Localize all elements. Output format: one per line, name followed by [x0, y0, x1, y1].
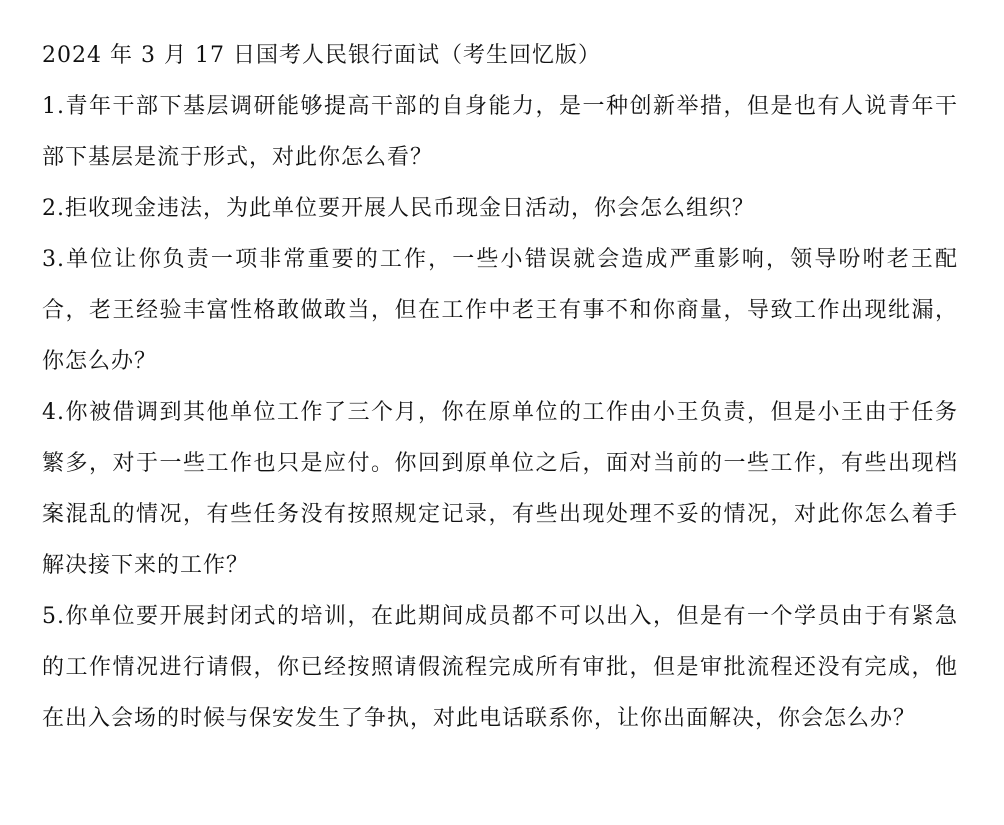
question-5: 5.你单位要开展封闭式的培训，在此期间成员都不可以出入，但是有一个学员由于有紧急的工作情况进行请假，你已经按照请假流程完成所有审批，但是审批流程还没有完成，他在出入会场的时候与保安发生了争执，对此电话联系你，让你出面解决，你会怎么办？ — [42, 604, 958, 731]
question-4: 4.你被借调到其他单位工作了三个月，你在原单位的工作由小王负责，但是小王由于任务繁多，对于一些工作也只是应付。你回到原单位之后，面对当前的一些工作，有些出现档案混乱的情况，有些任务没有按照规定记录，有些出现处理不妥的情况，对此你怎么着手解决接下来的工作？ — [42, 400, 958, 578]
question-2: 2.拒收现金违法，为此单位要开展人民币现金日活动，你会怎么组织？ — [42, 196, 755, 221]
document-title: 2024 年 3 月 17 日国考人民银行面试（考生回忆版） — [42, 43, 601, 68]
question-3: 3.单位让你负责一项非常重要的工作，一些小错误就会造成严重影响，领导吩咐老王配合，老王经验丰富性格敢做敢当，但在工作中老王有事不和你商量，导致工作出现纰漏，你怎么办？ — [42, 247, 958, 374]
question-1: 1.青年干部下基层调研能够提高干部的自身能力，是一种创新举措，但是也有人说青年干部下基层是流于形式，对此你怎么看？ — [42, 94, 958, 170]
document-body — [42, 30, 958, 744]
